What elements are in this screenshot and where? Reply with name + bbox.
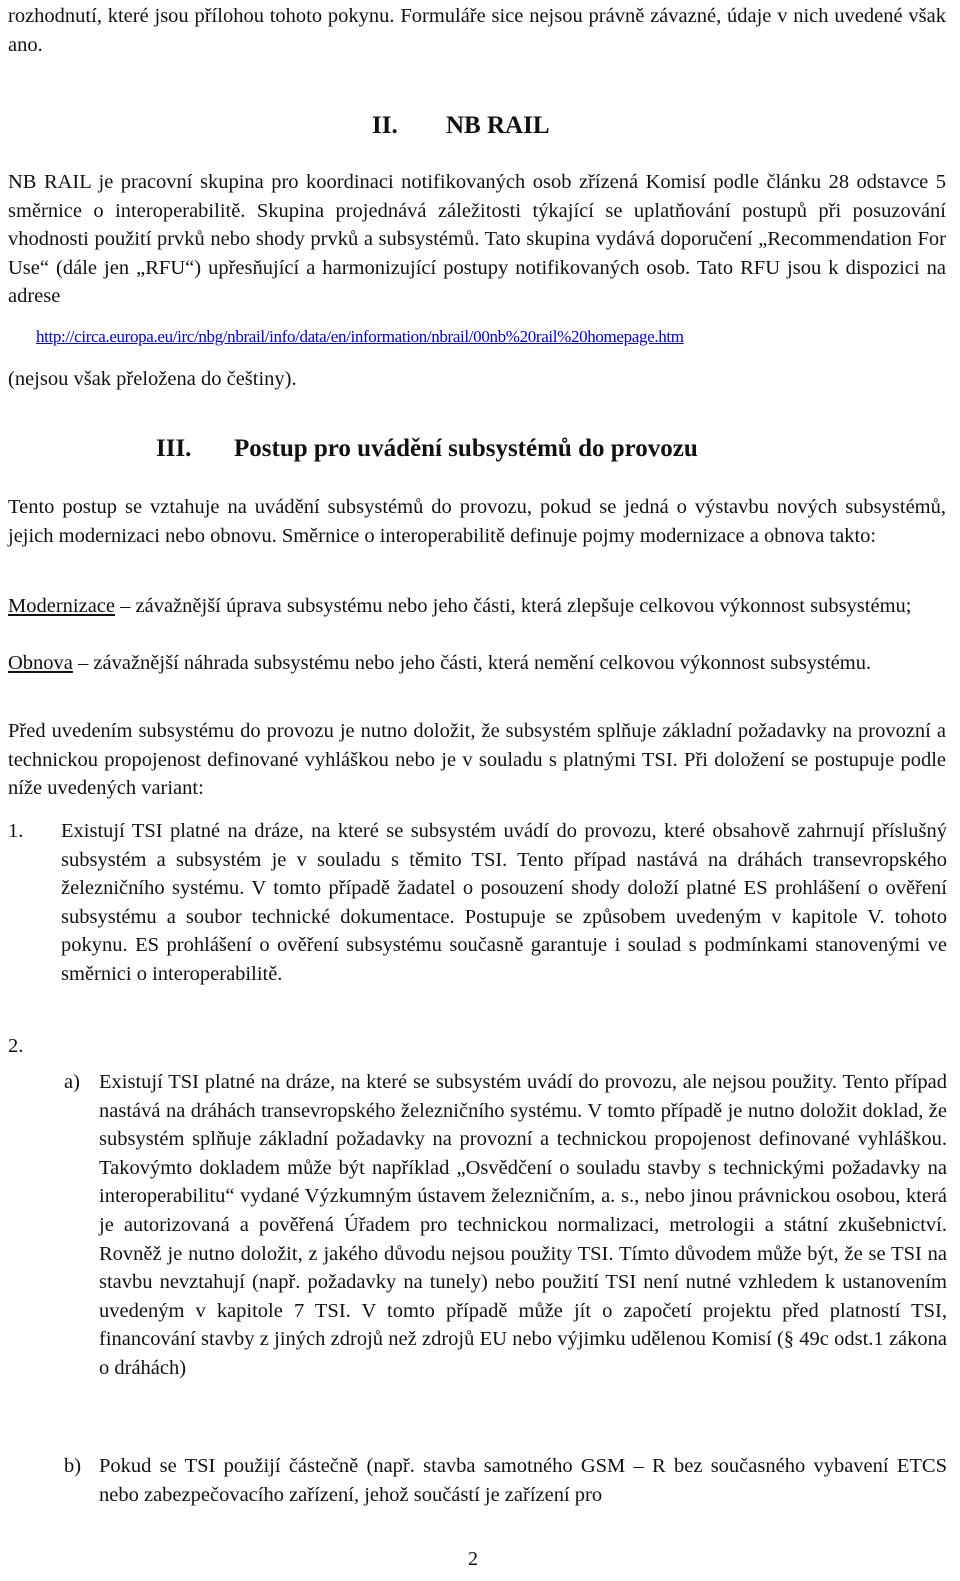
section-2-number: II.	[372, 112, 398, 139]
list-item-1-text: Existují TSI platné na dráze, na které se subsystém uvádí do provozu, které obsahově zahrnují příslušný subsystém a subsystém je v souladu s těmito TSI. Tento případ nastává na dráhách transevropského železničního systému. V tomto případě žadatel o posouzení shody doloží platné ES prohlášení o ověření subsystému a soubor technické dokumentace. Postupuje se způsobem uvedeným v kapitole V. tohoto pokynu. ES prohlášení o ověření subsystému současně garantuje i soulad s podmínkami stanovenými ve směrnici o interoperabilitě.	[61, 820, 947, 985]
pre-list-paragraph: Před uvedením subsystému do provozu je nutno doložit, že subsystém splňuje základní požadavky na provozní a technickou propojenost definované vyhláškou nebo je v souladu s platnými TSI. Při doložení se postupuje podle níže uvedených variant:	[8, 720, 946, 800]
section-3-intro: Tento postup se vztahuje na uvádění subsystémů do provozu, pokud se jedná o výstavbu nových subsystémů, jejich modernizaci nebo obnovu. Směrnice o interoperabilitě definuje pojmy modernizace a obnova takto:	[8, 496, 946, 547]
list-item-2b-text: Pokud se TSI použijí částečně (např. stavba samotného GSM – R bez současného vybavení ETCS nebo zabezpečovacího zařízení, jehož součástí je zařízení pro	[99, 1455, 947, 1506]
definition-obnova	[8, 649, 946, 678]
term-modernizace: Modernizace	[8, 595, 115, 617]
definition-obnova-text: – závažnější náhrada subsystému nebo jeho části, která nemění celkovou výkonnost subsystému.	[72, 652, 872, 674]
list-item-2a-label: a)	[64, 1071, 80, 1093]
section-3-number: III.	[156, 435, 192, 462]
term-obnova: Obnova	[8, 652, 73, 674]
definition-modernizace-text: – závažnější úprava subsystému nebo jeho části, která zlepšuje celkovou výkonnost subsystému;	[115, 595, 912, 617]
list-item-2a-text: Existují TSI platné na dráze, na které se subsystém uvádí do provozu, ale nejsou použity. Tento případ nastává na dráhách transevropského železničního systému. V tomto případě je nutno doložit doklad, že subsystém splňuje základní požadavky na provozní a technickou propojenost definované vyhláškou. Takovýmto dokladem může být například „Osvědčení o souladu stavby s technickými požadavky na interoperabilitu“ vydané Výzkumným ústavem železničním, a. s., nebo jinou právnickou osobou, která je autorizovaná a pověřená Úřadem pro technickou normalizaci, metrologii a státní zkušebnictví. Rovněž je nutno doložit, z jakého důvodu nejsou použity TSI. Tímto důvodem může být, že se TSI na stavbu nevztahují (např. požadavky na tunely) nebo použití TSI není nutné vzhledem k ustanovením uvedeným v kapitole 7 TSI. V tomto případě může jít o započetí projektu před platností TSI, financování stavby z jiných zdrojů než zdrojů EU nebo výjimku udělenou Komisí (§ 49c odst.1 zákona o dráhách)	[99, 1071, 947, 1379]
list-item-2b-label: b)	[64, 1455, 82, 1477]
intro-tail-paragraph: rozhodnutí, které jsou přílohou tohoto pokynu. Formuláře sice nejsou právně závazné, údaje v nich uvedené však ano.	[8, 5, 946, 56]
section-2-title: NB RAIL	[446, 112, 550, 139]
section-2-heading	[372, 112, 550, 140]
list-item-2-number: 2.	[8, 1035, 24, 1057]
page-number: 2	[468, 1548, 478, 1570]
section-3-heading	[156, 435, 698, 463]
section-2-note: (nejsou však přeložena do češtiny).	[8, 368, 297, 390]
section-2-paragraph: NB RAIL je pracovní skupina pro koordinaci notifikovaných osob zřízená Komisí podle článku 28 odstavce 5 směrnice o interoperabilitě. Skupina projednává záležitosti týkající se uplatňování postupů při posuzování vhodnosti použití prvků nebo shody prvků a subsystémů. Tato skupina vydává doporučení „Recommendation For Use“ (dále jen „RFU“) upřesňující a harmonizující postupy notifikovaných osob. Tato RFU jsou k dispozici na adrese	[8, 171, 946, 308]
section-3-title: Postup pro uvádění subsystémů do provozu	[234, 435, 698, 462]
definition-modernizace	[8, 592, 946, 621]
nb-rail-link[interactable]: http://circa.europa.eu/irc/nbg/nbrail/info/data/en/information/nbrail/00nb%20rail%20homepage.htm	[36, 327, 684, 346]
list-item-1-number: 1.	[8, 820, 24, 842]
